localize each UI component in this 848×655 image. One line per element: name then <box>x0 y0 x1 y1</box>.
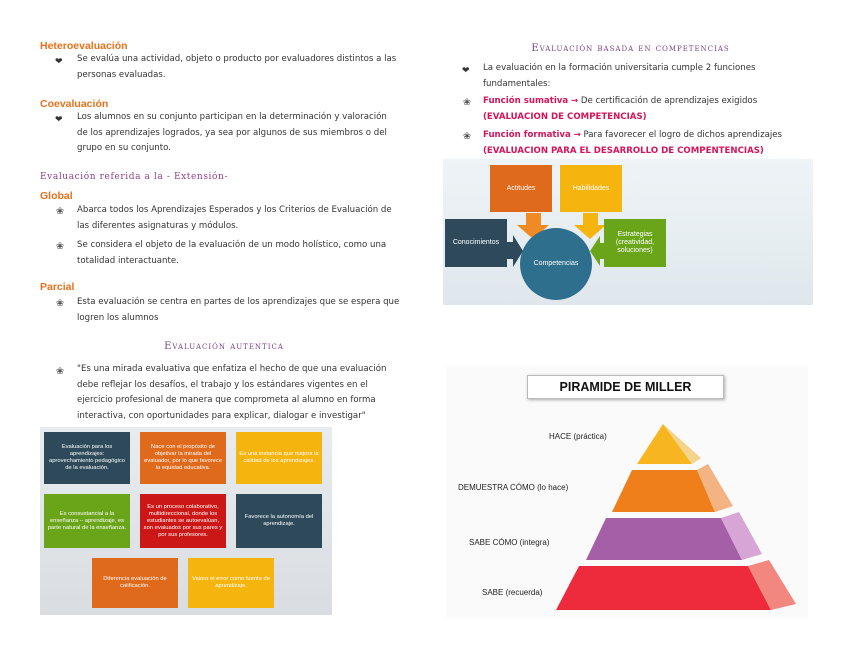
grid-box-1: Evaluación para los aprendizajes: aprovechamiento pedagógico de la evaluación. <box>44 432 130 484</box>
global-heading: Global <box>40 190 73 202</box>
flower-bullet-icon: ❀ <box>56 298 64 309</box>
flower-bullet-icon: ❀ <box>463 131 471 142</box>
extension-heading: Evaluación referida a la - Extensión- <box>40 172 229 182</box>
pyramid-tier-sabe <box>556 566 771 610</box>
sumativa-caps: (EVALUACION DE COMPETENCIAS) <box>483 111 647 122</box>
pyramid-tier-sabe-como <box>586 518 742 560</box>
diagram-habilidades: Habilidades <box>560 165 622 212</box>
formativa-line <box>483 128 809 144</box>
text-line: debe reflejar los desafíos, el trabajo y los estándares vigentes en el <box>77 379 368 390</box>
text-line: totalidad interactuante. <box>77 255 179 266</box>
grid-box-7: Diferencia evaluación de calificación. <box>92 558 178 608</box>
text-line: Los alumnos en su conjunto participan en la determinación y valoración <box>77 112 387 122</box>
competencias-intro <box>483 61 809 92</box>
arrow-right-icon: → <box>570 96 579 106</box>
miller-label-hace: HACE (práctica) <box>549 432 607 441</box>
formativa-label: Función formativa <box>483 130 571 140</box>
flower-bullet-icon: ❀ <box>463 97 471 108</box>
coevaluacion-heading: Coevaluación <box>40 98 109 110</box>
diagram-competencias: Competencias <box>533 260 579 267</box>
formativa-text: Para favorecer el logro de dichos aprendizajes <box>583 130 783 140</box>
parcial-item-1 <box>77 295 407 326</box>
competencias-heading: Evaluación basada en competencias <box>531 43 730 54</box>
text-line: logren los alumnos <box>77 312 159 323</box>
global-item-1 <box>77 203 407 234</box>
text-line: Abarca todos los Aprendizajes Esperados y los Criterios de Evaluación de <box>77 205 392 215</box>
flower-bullet-icon: ❀ <box>56 241 64 252</box>
coevaluacion-text <box>77 110 407 157</box>
pyramid-tier-demuestra <box>612 470 715 512</box>
heart-bullet-icon: ❤ <box>55 57 63 67</box>
parcial-heading: Parcial <box>40 281 75 293</box>
text-line: fundamentales: <box>483 78 551 89</box>
diagram-estrategias: Estrategias (creatividad, soluciones) <box>604 219 666 267</box>
text-line: Se considera el objeto de la evaluación de un modo holístico, como una <box>77 240 387 250</box>
autentica-text <box>77 362 407 424</box>
grid-box-5: Es un proceso colaborativo, multidireccional, donde los estudiantes se autoevalúan, son evaluados por sus pares y por sus profesores. <box>140 494 226 548</box>
text-line: La evaluación en la formación universitaria cumple 2 funciones <box>483 63 756 73</box>
heteroevaluacion-heading: Heteroevaluación <box>40 40 128 52</box>
grid-box-3: Es una instancia que mejora la calidad de los aprendizajes. <box>236 432 322 484</box>
grid-box-8: Valora el error como fuente de aprendizaje. <box>188 558 274 608</box>
text-line: Esta evaluación se centra en partes de los aprendizajes que se espera que <box>77 297 400 307</box>
sumativa-line <box>483 94 809 110</box>
funcion-formativa <box>483 128 809 159</box>
grid-box-4: Es consustancial a la enseñanza – aprendizaje, es parte natural de la enseñanza. <box>44 494 130 548</box>
diagram-actitudes: Actitudes <box>490 165 552 212</box>
text-line: personas evaluadas. <box>77 69 166 80</box>
formativa-caps: (EVALUACION PARA EL DESARROLLO DE COMPENTENCIAS) <box>483 145 764 156</box>
heart-bullet-icon: ❤ <box>462 66 470 76</box>
grid-box-6: Favorece la autonomía del aprendizaje. <box>236 494 322 548</box>
sumativa-label: Función sumativa <box>483 96 569 106</box>
text-line: ejercicio profesional de manera que comprometa al alumno en forma <box>77 395 376 405</box>
text-line: "Es una mirada evaluativa que enfatiza el hecho de que una evaluación <box>77 364 387 374</box>
flower-bullet-icon: ❀ <box>56 206 64 217</box>
sumativa-text: De certificación de aprendizajes exigidos <box>580 96 758 106</box>
global-item-2 <box>77 238 407 269</box>
miller-title: PIRAMIDE DE MILLER <box>527 375 724 399</box>
grid-box-2: Nace con el propósito de objetivar la mirada del evaluador, por lo que favorece la equidad educativa. <box>140 432 226 484</box>
miller-pyramid <box>446 366 808 618</box>
heart-bullet-icon: ❤ <box>55 115 63 125</box>
text-line: grupo en su conjunto. <box>77 143 171 153</box>
arrow-right-icon: → <box>573 130 581 140</box>
flower-bullet-icon: ❀ <box>56 366 64 377</box>
heteroevaluacion-text <box>77 52 407 83</box>
miller-label-sabe: SABE (recuerda) <box>482 588 543 597</box>
miller-label-sabe-como: SABE CÓMO (integra) <box>469 538 550 547</box>
funcion-sumativa <box>483 94 809 125</box>
miller-label-demuestra: DEMUESTRA CÓMO (lo hace) <box>458 483 569 492</box>
text-line: de los aprendizajes logrados, ya sea por algunos de sus miembros o del <box>77 127 387 138</box>
text-line: Se evalúa una actividad, objeto o producto por evaluadores distintos a las <box>77 54 397 64</box>
arrow-habilidades-icon <box>574 213 606 239</box>
text-line: interactiva, con oportunidades para explicar, dialogar e investigar" <box>77 410 366 421</box>
diagram-conocimientos: Conocimientos <box>445 219 507 267</box>
autentica-heading: Evaluación autentica <box>164 341 284 352</box>
text-line: las diferentes asignaturas y módulos. <box>77 220 239 231</box>
